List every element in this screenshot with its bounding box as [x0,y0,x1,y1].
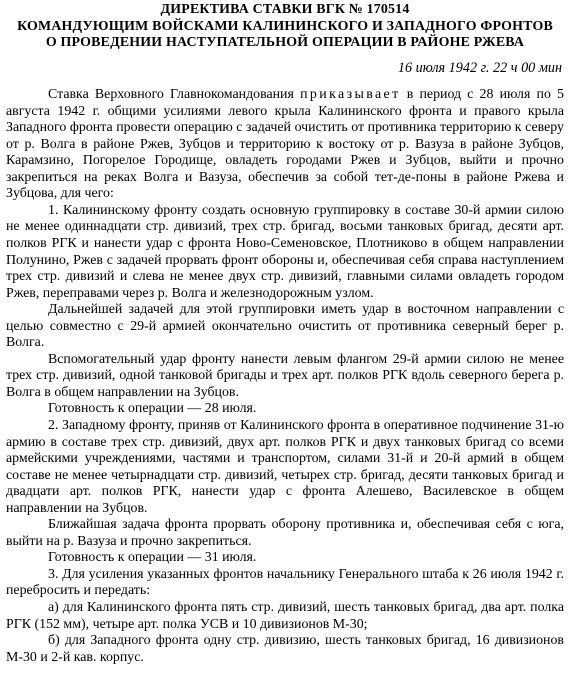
paragraph-7: Готовность к операции — 31 июля. [48,550,257,566]
paragraph-2: Дальнейшей задачей для этой группировки иметь удар в восточном направлении с целью совместно с 29-й армией окончательно очистить от противника северный берег р. Волга. [6,302,564,351]
intro-lead: Ставка Верховного Главнокомандования [48,87,294,103]
paragraph-9: а) для Калининского фронта пять стр. дивизий, шесть танковых бригад, два арт. полка РГК (152 мм), четыре арт. полка УСВ и 10 дивизионов М-30; [6,600,564,632]
paragraph-8: 3. Для усиления указанных фронтов начальнику Генерального штаба к 26 июля 1942 г. перебросить и передать: [6,566,564,599]
paragraph-1: 1. Калининскому фронту создать основную группировку в составе 30-й армии силою не менее одиннадцати стр. дивизий, трех стр. бригад, восьми танковых бригад, десяти арт. полков РГК и нанести удар с фронта Ново-Семеновское, Плотниково в общем направлении Полунино, Ржев с задачей прорвать фронт обороны и, обеспечивая себя справа наступлением трех стр. дивизий и слева не менее двух стр. дивизий, главными силами овладеть городом Ржев, переправами через р. Волга и железнодорожным узлом. [6,202,564,301]
addressee-title: КОМАНДУЮЩИМ ВОЙСКАМИ КАЛИНИНСКОГО И ЗАПАДНОГО ФРОНТОВ [17,18,553,34]
paragraph-6: Ближайшая задача фронта прорвать оборону противника и, обеспечивая себя с юга, выйти на р. Вазуза и прочно закрепиться. [6,517,564,549]
subject-title: О ПРОВЕДЕНИИ НАСТУПАТЕЛЬНОЙ ОПЕРАЦИИ В РАЙОНЕ РЖЕВА [45,35,525,50]
paragraph-4: Готовность к операции — 28 июля. [48,401,257,417]
intro-body: в период с 28 июля по 5 августа 1942 г. общими усилиями левого крыла Калининского фронта и правого крыла Западного фронта провести операцию с задачей очистить от противника территорию к северу от р. Волга в районе Ржев, Зубцов и территорию к востоку от р. Вазуза в районе Зубцов, Карамзино, Погорелое Городище, овладеть городами Ржев и Зубцов, выйти и прочно закрепиться на реках Волга и Вазуза, обеспечив за собой тет-де-поны в районе Ржева и Зубцова, для чего: [6,87,565,202]
paragraph-3: Вспомогательный удар фронту нанести левым флангом 29-й армии силою не менее трех стр. дивизий, одной танковой бригады и трех арт. полков РГК вдоль северного берега р. Волга в общем направлении на Зубцов. [6,351,564,400]
paragraph-intro [6,87,564,203]
dateline: 16 июля 1942 г. 22 ч 00 мин [397,59,562,76]
directive-title: ДИРЕКТИВА СТАВКИ ВГК № 170514 [160,2,410,17]
paragraph-5: 2. Западному фронту, приняв от Калининского фронта в оперативное подчинение 31-ю армию в составе трех стр. дивизий, двух арт. полков РГК и двух танковых бригад со всеми армейскими учреждениями, частями и транспортом, силами 31-й и 20-й армий в общем составе не менее четырнадцати стр. дивизий, четырех стр. бригад, десяти танковых бригад и двадцати арт. полков РГК, нанести удар с фронта Алешево, Василевское в общем направлении на Зубцов. [6,417,564,516]
order-word: приказывает [300,87,401,103]
paragraph-10: б) для Западного фронта одну стр. дивизию, шесть танковых бригад, 16 дивизионов М-30 и 2-й кав. корпус. [6,633,564,665]
